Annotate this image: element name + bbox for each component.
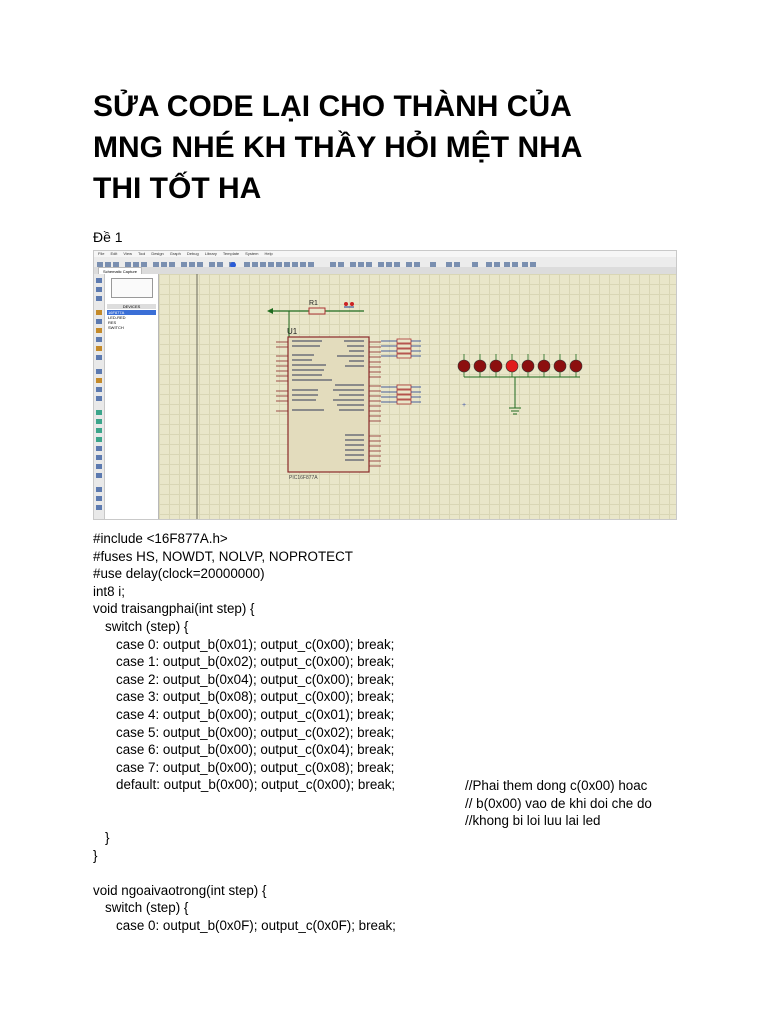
tab-schematic-capture[interactable]: Schematic Capture [98, 267, 142, 275]
device-item[interactable]: RES [108, 320, 117, 325]
menu-item: Help [264, 251, 273, 256]
menu-item: System [245, 251, 259, 256]
comment-line: //khong bi loi luu lai led [465, 813, 601, 829]
crosshair-cursor-icon: + [462, 402, 467, 409]
code-line: default: output_b(0x00); output_c(0x00); break; [116, 777, 396, 793]
code-line: case 7: output_b(0x00); output_c(0x08); break; [116, 759, 395, 775]
schematic-drawing [159, 274, 676, 519]
devices-header: DEVICES [107, 304, 156, 309]
blank-line [93, 794, 396, 812]
device-item[interactable]: SWITCH [108, 325, 124, 330]
led [474, 360, 486, 372]
led [554, 360, 566, 372]
comment-line: // b(0x00) vao de khi doi che do [465, 795, 652, 811]
code-line: case 4: output_b(0x00); output_c(0x01); break; [116, 706, 395, 722]
switch-terminal [344, 302, 348, 306]
code-line: switch (step) { [105, 618, 189, 634]
code-line: case 6: output_b(0x00); output_c(0x04); break; [116, 742, 395, 758]
menu-item: Debug [186, 251, 199, 256]
led [506, 360, 518, 372]
menu-item: View [123, 251, 132, 256]
code-line: #use delay(clock=20000000) [93, 566, 265, 582]
code-line: } [93, 847, 98, 863]
section-label: Đề 1 [93, 229, 123, 245]
power-arrow [267, 308, 273, 314]
title-line-3: THI TỐT HA [93, 172, 262, 205]
blank-line [93, 864, 396, 882]
devices-panel [105, 274, 159, 519]
code-line: case 3: output_b(0x08); output_c(0x00); break; [116, 689, 395, 705]
comment-line: //Phai them dong c(0x00) hoac [465, 778, 648, 793]
chip-name: PIC16F877A [289, 475, 318, 481]
title-line-1: SỬA CODE LẠI CHO THÀNH CỦA [93, 90, 572, 123]
led-row [458, 354, 582, 414]
code-line: case 1: output_b(0x02); output_c(0x00); break; [116, 654, 395, 670]
code-line: void ngoaivaotrong(int step) { [93, 882, 267, 898]
screenshot-left-toolbar [94, 274, 105, 519]
proteus-screenshot [93, 250, 677, 520]
code-line: #fuses HS, NOWDT, NOLVP, NOPROTECT [93, 548, 353, 564]
code-line: #include <16F877A.h> [93, 531, 228, 546]
switch-terminal [350, 302, 354, 306]
led [538, 360, 550, 372]
menu-item: Tool [137, 251, 146, 256]
code-line: case 2: output_b(0x04); output_c(0x00); break; [116, 671, 395, 687]
resistor-r1 [309, 308, 325, 314]
component-label: U1 [287, 327, 298, 336]
menu-item: Design [151, 251, 164, 256]
schematic-canvas[interactable] [159, 274, 676, 519]
menu-item: Edit [110, 251, 118, 256]
devices-list [107, 310, 156, 330]
title-line-2: MNG NHÉ KH THẦY HỎI MỆT NHA [93, 131, 583, 164]
blank-line [93, 812, 396, 830]
left-tool-icons [94, 274, 104, 519]
code-comment [465, 777, 652, 830]
resistor-label: R1 [309, 300, 318, 307]
device-item[interactable]: LED-RED [108, 315, 126, 320]
code-line: void traisangphai(int step) { [93, 601, 255, 617]
code-line: } [105, 830, 110, 846]
device-preview [111, 278, 153, 298]
code-line: case 0: output_b(0x0F); output_c(0x0F); break; [116, 918, 396, 934]
device-item[interactable]: 16F877A [107, 310, 156, 315]
led [458, 360, 470, 372]
code-line: switch (step) { [105, 900, 189, 916]
code-line: int8 i; [93, 583, 126, 599]
document-title [93, 86, 693, 209]
code-block [93, 530, 396, 935]
screenshot-tabbar [94, 267, 676, 274]
led [490, 360, 502, 372]
menu-item: Template [222, 251, 240, 256]
led [570, 360, 582, 372]
menu-item: Library [204, 251, 217, 256]
code-line: case 0: output_b(0x01); output_c(0x00); break; [116, 636, 395, 652]
menu-item: Graph [169, 251, 181, 256]
led [522, 360, 534, 372]
menu-item: File [98, 251, 105, 256]
code-line: case 5: output_b(0x00); output_c(0x02); break; [116, 724, 395, 740]
